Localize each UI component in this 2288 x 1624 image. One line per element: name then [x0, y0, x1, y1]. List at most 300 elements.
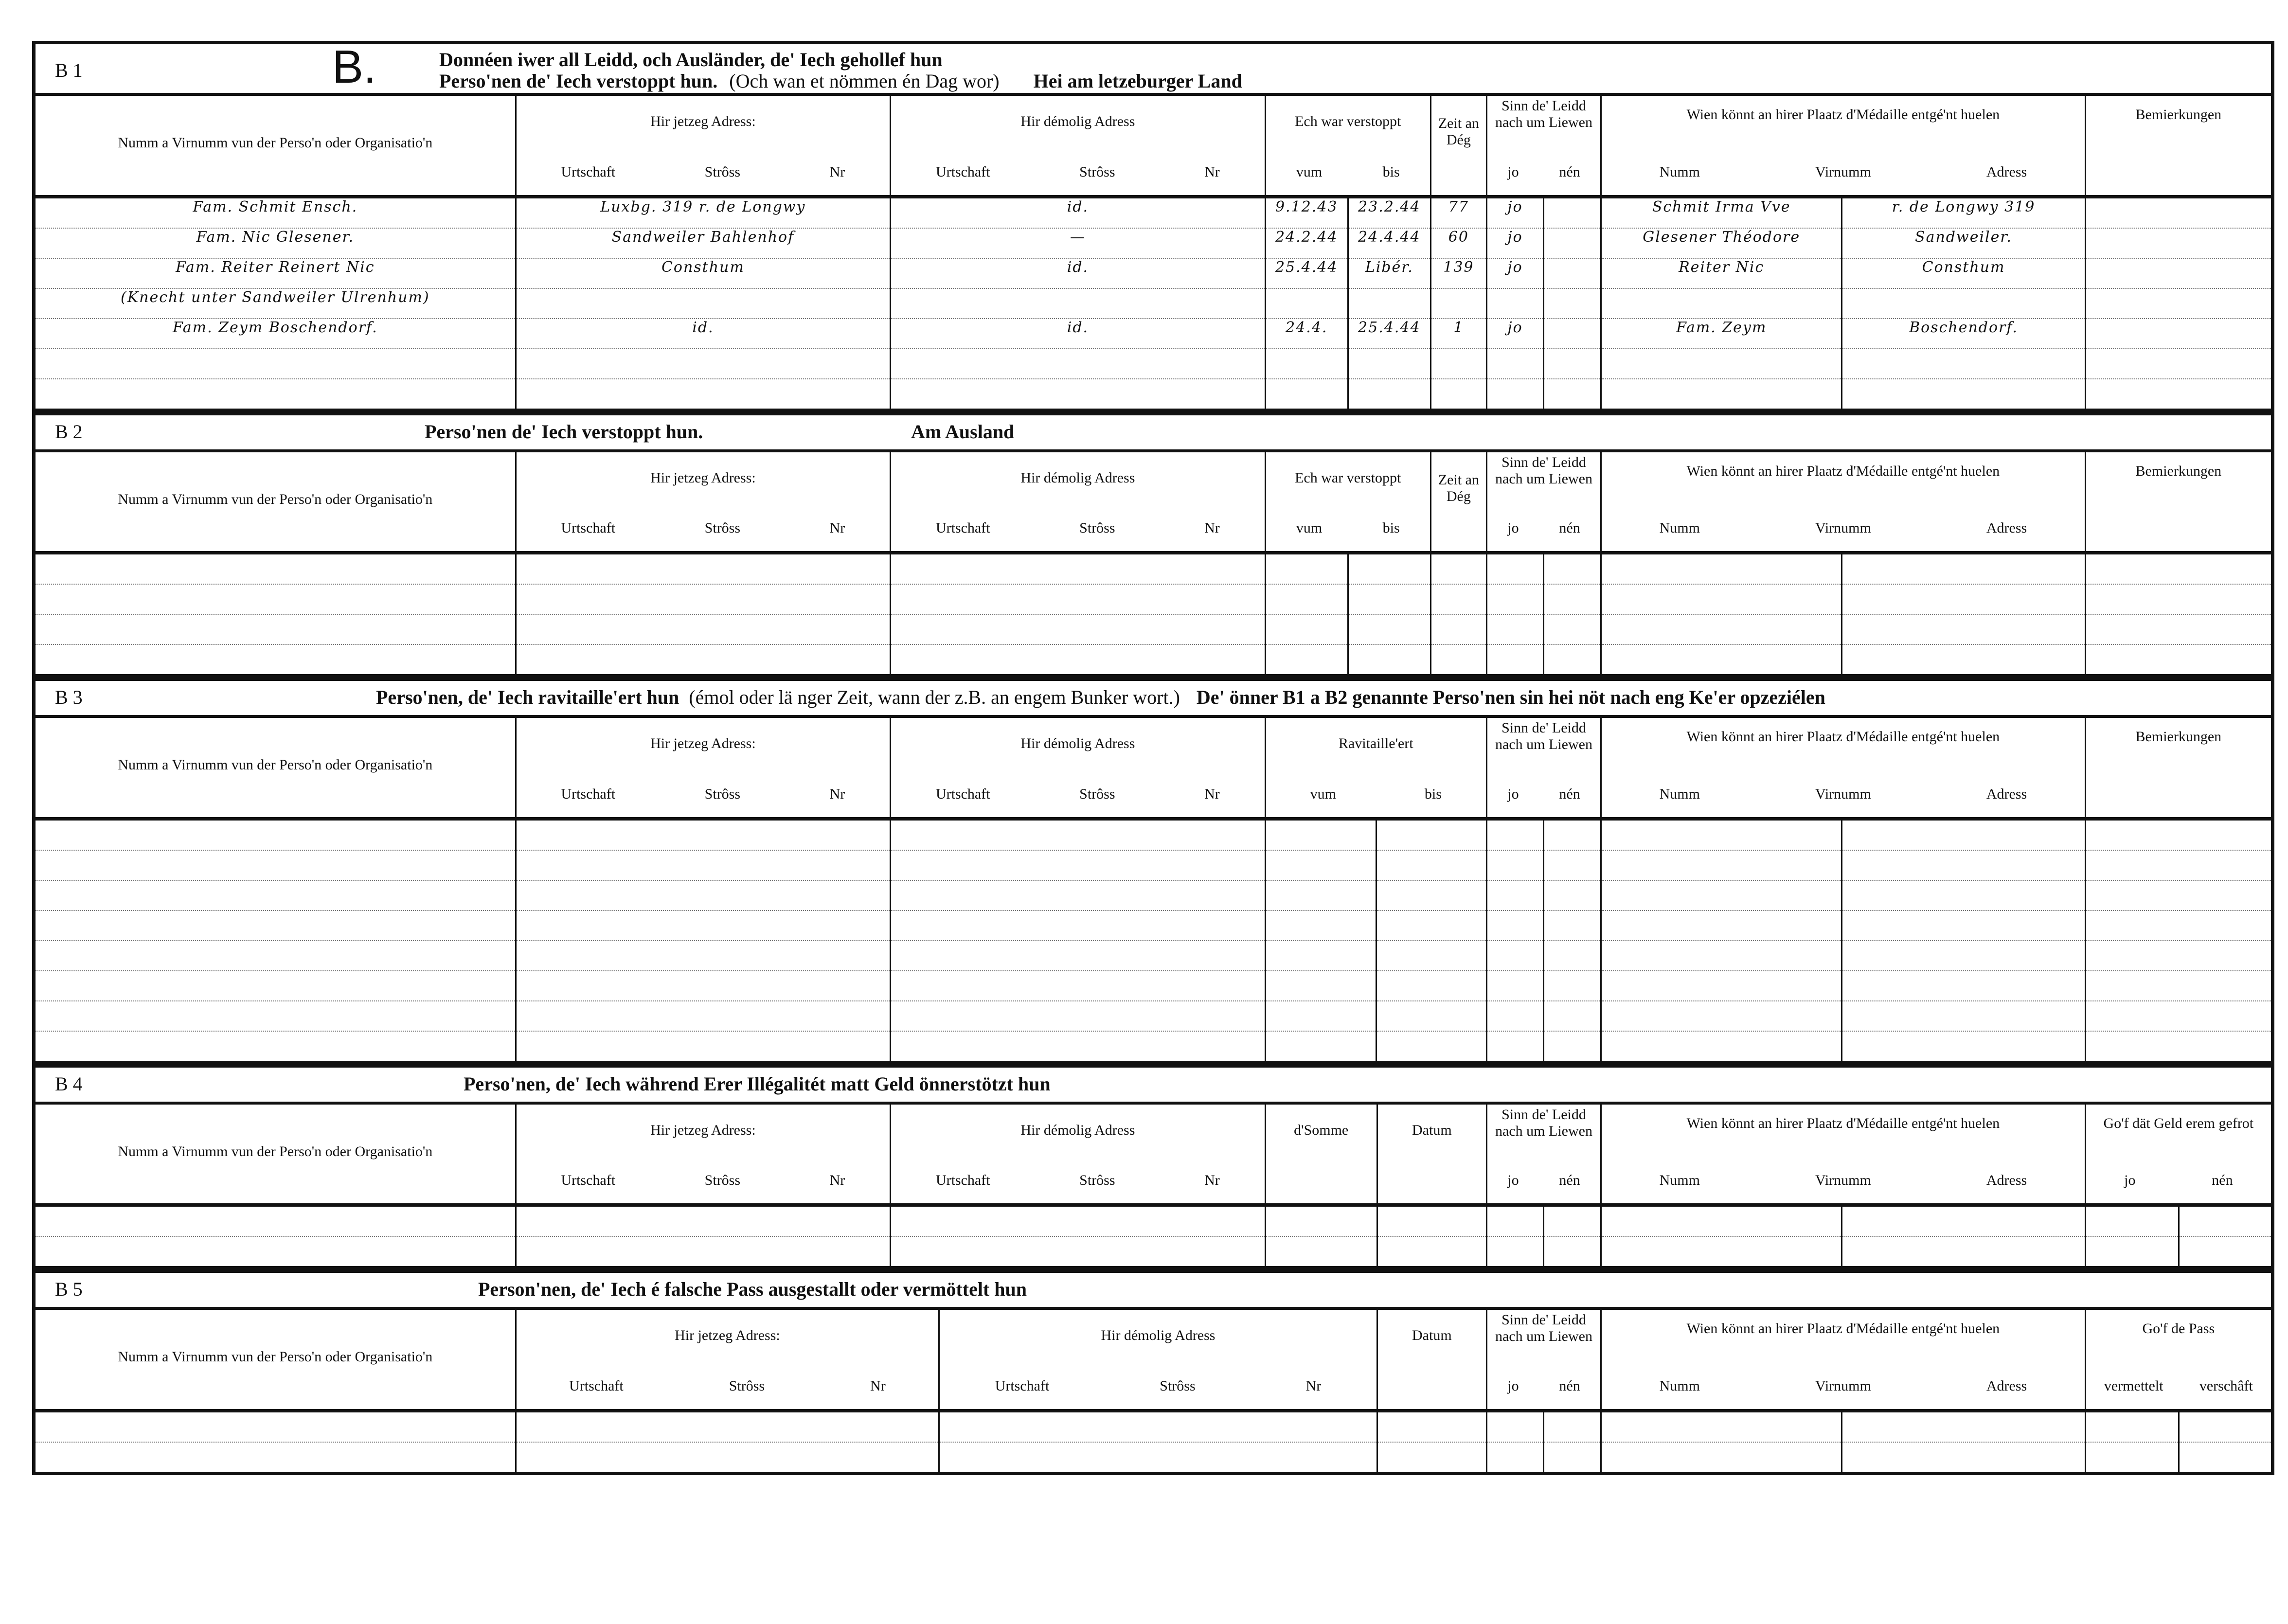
- entry-alive-no: [1543, 288, 1601, 319]
- empty-cell: [1265, 349, 1348, 379]
- header-former-address: Hir démolig Adress Urtschaft Strôss Nr: [891, 94, 1266, 196]
- empty-cell: [516, 1207, 891, 1236]
- header-alive: Sinn de' Leidd nach um Liewen jo nén: [1486, 94, 1601, 196]
- empty-cell: [516, 1442, 939, 1474]
- empty-cell: [34, 379, 516, 410]
- empty-cell: [1601, 644, 1842, 676]
- empty-cell: [1486, 379, 1543, 410]
- empty-cell: [1543, 644, 1601, 676]
- empty-cell: [34, 349, 516, 379]
- empty-cell: [34, 644, 516, 676]
- entry-medal-name: Schmit Irma Vve: [1601, 198, 1842, 228]
- header-medal: Wien könnt an hirer Plaatz d'Médaille entgé'nt huelen Numm Virnumm Adress: [1601, 1103, 2086, 1205]
- empty-cell: [1265, 1001, 1376, 1031]
- table-row: [34, 971, 2273, 1001]
- section-b1-table: [32, 93, 2274, 198]
- empty-cell: [34, 554, 516, 584]
- empty-cell: [1486, 821, 1543, 850]
- empty-cell: [1486, 941, 1543, 971]
- entry-medal-address: r. de Longwy 319: [1842, 198, 2085, 228]
- empty-cell: [516, 1412, 939, 1442]
- empty-cell: [34, 1207, 516, 1236]
- header-medal: Wien könnt an hirer Plaatz d'Médaille entgé'nt huelen Numm Virnumm Adress: [1601, 1308, 2086, 1410]
- empty-cell: [2085, 1412, 2179, 1442]
- section-subtitle: Perso'nen de' Iech verstoppt hun. (Och wan et nömmen én Dag wor) Hei am letzeburger Land: [439, 70, 1242, 92]
- empty-cell: [1376, 850, 1486, 880]
- entry-medal-address: [1842, 288, 2085, 319]
- section-title: Perso'nen, de' Iech während Erer Illégalitét matt Geld önnerstötzt hun: [464, 1072, 1051, 1095]
- entry-former-address: —: [891, 228, 1266, 258]
- entry-current-address: Consthum: [516, 258, 891, 288]
- empty-cell: [1842, 349, 2085, 379]
- empty-cell: [516, 379, 891, 410]
- section-id: B 4: [55, 1072, 83, 1095]
- header-alive: Sinn de' Leidd nach um Liewen jo nén: [1486, 1103, 1601, 1205]
- empty-cell: [2085, 1442, 2179, 1474]
- empty-cell: [2085, 1031, 2272, 1063]
- empty-cell: [1842, 1412, 2085, 1442]
- empty-cell: [2085, 971, 2272, 1001]
- entry-current-address: Sandweiler Bahlenhof: [516, 228, 891, 258]
- entry-alive-yes: jo: [1486, 319, 1543, 349]
- header-remarks: Bemierkungen: [2085, 716, 2272, 819]
- entry-name: Fam. Reiter Reinert Nic: [34, 258, 516, 288]
- empty-cell: [1842, 971, 2085, 1001]
- entry-name: Fam. Nic Glesener.: [34, 228, 516, 258]
- entry-medal-name: Reiter Nic: [1601, 258, 1842, 288]
- section-id: B 5: [55, 1278, 83, 1300]
- header-medal: Wien könnt an hirer Plaatz d'Médaille entgé'nt huelen Numm Virnumm Adress: [1601, 94, 2086, 196]
- header-former-address: Hir démolig Adress Urtschaft Strôss Nr: [891, 716, 1266, 819]
- empty-cell: [891, 1236, 1266, 1268]
- entry-hidden-to: 23.2.44: [1348, 198, 1430, 228]
- empty-cell: [1265, 850, 1376, 880]
- empty-cell: [1601, 554, 1842, 584]
- empty-cell: [34, 614, 516, 644]
- empty-cell: [891, 880, 1266, 910]
- entry-medal-address: Boschendorf.: [1842, 319, 2085, 349]
- header-current-address: Hir jetzeg Adress: Urtschaft Strôss Nr: [516, 716, 891, 819]
- entry-medal-address: Sandweiler.: [1842, 228, 2085, 258]
- empty-cell: [34, 941, 516, 971]
- empty-cell: [1486, 971, 1543, 1001]
- table-row: [34, 821, 2273, 850]
- section-title: Person'nen, de' Iech é falsche Pass ausgestallt oder vermöttelt hun: [478, 1278, 1027, 1300]
- empty-cell: [516, 910, 891, 941]
- section-b5-header: [32, 1269, 2274, 1307]
- empty-cell: [891, 821, 1266, 850]
- header-date: Datum: [1377, 1103, 1486, 1205]
- entry-hidden-to: 24.4.44: [1348, 228, 1430, 258]
- empty-cell: [2085, 941, 2272, 971]
- entry-current-address: id.: [516, 319, 891, 349]
- table-row: [34, 850, 2273, 880]
- empty-cell: [516, 554, 891, 584]
- entry-remarks: [2085, 198, 2272, 228]
- table-row: [34, 1412, 2273, 1442]
- table-row: [34, 1236, 2273, 1268]
- empty-cell: [1265, 971, 1376, 1001]
- empty-cell: [1486, 1207, 1543, 1236]
- section-title: Perso'nen de' Iech verstoppt hun.: [425, 420, 703, 443]
- empty-cell: [1842, 941, 2085, 971]
- entry-hidden-from: 24.4.: [1265, 319, 1348, 349]
- header-name: Numm a Virnumm vun der Perso'n oder Organisatio'n: [34, 451, 516, 553]
- empty-cell: [1601, 1442, 1842, 1474]
- empty-cell: [2085, 554, 2272, 584]
- entry-hidden-from: 25.4.44: [1265, 258, 1348, 288]
- entry-hidden-from: 9.12.43: [1265, 198, 1348, 228]
- section-b4-header: [32, 1064, 2274, 1102]
- entry-medal-name: [1601, 288, 1842, 319]
- empty-cell: [1376, 821, 1486, 850]
- empty-cell: [891, 379, 1266, 410]
- empty-cell: [2085, 584, 2272, 614]
- empty-cell: [1601, 850, 1842, 880]
- entry-remarks: [2085, 319, 2272, 349]
- empty-cell: [891, 1001, 1266, 1031]
- header-alive: Sinn de' Leidd nach um Liewen jo nén: [1486, 451, 1601, 553]
- table-row: [34, 880, 2273, 910]
- empty-cell: [1430, 379, 1486, 410]
- entry-hidden-to: [1348, 288, 1430, 319]
- empty-cell: [516, 1031, 891, 1063]
- header-former-address: Hir démolig Adress Urtschaft Strôss Nr: [939, 1308, 1377, 1410]
- table-row: [34, 644, 2273, 676]
- table-row: [34, 554, 2273, 584]
- empty-cell: [1348, 349, 1430, 379]
- empty-cell: [1842, 850, 2085, 880]
- empty-cell: [1265, 910, 1376, 941]
- empty-cell: [939, 1412, 1377, 1442]
- empty-cell: [1486, 584, 1543, 614]
- empty-cell: [34, 1031, 516, 1063]
- section-b2-rows: [32, 554, 2274, 678]
- table-row: [34, 198, 2273, 228]
- entry-alive-no: [1543, 258, 1601, 288]
- empty-cell: [2085, 349, 2272, 379]
- empty-cell: [1842, 554, 2085, 584]
- header-current-address: Hir jetzeg Adress: Urtschaft Strôss Nr: [516, 94, 891, 196]
- empty-cell: [1842, 1442, 2085, 1474]
- empty-cell: [891, 349, 1266, 379]
- empty-cell: [1486, 614, 1543, 644]
- empty-cell: [1486, 880, 1543, 910]
- empty-cell: [1430, 584, 1486, 614]
- empty-cell: [939, 1442, 1377, 1474]
- header-days: Zeit an Dég: [1430, 94, 1486, 196]
- empty-cell: [516, 644, 891, 676]
- empty-cell: [891, 644, 1266, 676]
- empty-cell: [891, 971, 1266, 1001]
- empty-cell: [516, 1236, 891, 1268]
- empty-cell: [1265, 584, 1348, 614]
- table-row: [34, 584, 2273, 614]
- empty-cell: [2085, 1207, 2179, 1236]
- header-current-address: Hir jetzeg Adress: Urtschaft Strôss Nr: [516, 1103, 891, 1205]
- empty-cell: [34, 850, 516, 880]
- empty-cell: [1265, 379, 1348, 410]
- empty-cell: [516, 821, 891, 850]
- table-row: [34, 1207, 2273, 1236]
- empty-cell: [2085, 614, 2272, 644]
- empty-cell: [1601, 1236, 1842, 1268]
- table-row: [34, 614, 2273, 644]
- table-row: [34, 1442, 2273, 1474]
- empty-cell: [34, 880, 516, 910]
- header-former-address: Hir démolig Adress Urtschaft Strôss Nr: [891, 451, 1266, 553]
- section-id: B 1: [55, 59, 83, 81]
- form-letter: B.: [332, 41, 376, 93]
- header-date: Datum: [1377, 1308, 1486, 1410]
- entry-alive-no: [1543, 198, 1601, 228]
- empty-cell: [891, 1207, 1266, 1236]
- entry-former-address: id.: [891, 198, 1266, 228]
- section-b3-table: [32, 715, 2274, 821]
- table-row: [34, 941, 2273, 971]
- empty-cell: [1543, 379, 1601, 410]
- empty-cell: [1543, 880, 1601, 910]
- empty-cell: [1543, 1207, 1601, 1236]
- empty-cell: [2085, 644, 2272, 676]
- empty-cell: [1601, 941, 1842, 971]
- section-b1-rows: [32, 198, 2274, 412]
- empty-cell: [1842, 379, 2085, 410]
- empty-cell: [1543, 1442, 1601, 1474]
- empty-cell: [1601, 971, 1842, 1001]
- empty-cell: [1377, 1207, 1486, 1236]
- entry-days: 77: [1430, 198, 1486, 228]
- entry-current-address: [516, 288, 891, 319]
- section-b3-rows: [32, 821, 2274, 1064]
- empty-cell: [1486, 910, 1543, 941]
- empty-cell: [891, 614, 1266, 644]
- empty-cell: [2085, 880, 2272, 910]
- empty-cell: [891, 1031, 1266, 1063]
- empty-cell: [1430, 349, 1486, 379]
- header-money-returned: Go'f dät Geld erem gefrot jo nén: [2085, 1103, 2272, 1205]
- empty-cell: [1486, 349, 1543, 379]
- empty-cell: [1601, 1001, 1842, 1031]
- empty-cell: [1486, 644, 1543, 676]
- header-hidden: Ech war verstoppt vum bis: [1265, 94, 1430, 196]
- header-remarks: Bemierkungen: [2085, 94, 2272, 196]
- section-b2-table: [32, 449, 2274, 555]
- empty-cell: [1265, 880, 1376, 910]
- entry-alive-no: [1543, 228, 1601, 258]
- empty-cell: [1376, 1001, 1486, 1031]
- table-row: [34, 1001, 2273, 1031]
- empty-cell: [1486, 1442, 1543, 1474]
- header-name: Numm a Virnumm vun der Perso'n oder Organisatio'n: [34, 94, 516, 196]
- section-b2-header: [32, 412, 2274, 449]
- empty-cell: [2085, 1236, 2179, 1268]
- empty-cell: [34, 910, 516, 941]
- empty-cell: [1265, 821, 1376, 850]
- empty-cell: [2085, 821, 2272, 850]
- empty-cell: [1601, 379, 1842, 410]
- entry-current-address: Luxbg. 319 r. de Longwy: [516, 198, 891, 228]
- empty-cell: [1376, 910, 1486, 941]
- entry-former-address: id.: [891, 319, 1266, 349]
- empty-cell: [891, 910, 1266, 941]
- empty-cell: [2085, 910, 2272, 941]
- header-hidden: Ech war verstoppt vum bis: [1265, 451, 1430, 553]
- empty-cell: [1543, 821, 1601, 850]
- header-former-address: Hir démolig Adress Urtschaft Strôss Nr: [891, 1103, 1266, 1205]
- empty-cell: [1543, 1412, 1601, 1442]
- empty-cell: [1430, 644, 1486, 676]
- empty-cell: [1265, 614, 1348, 644]
- header-pass: Go'f de Pass vermettelt verschâft: [2085, 1308, 2272, 1410]
- section-b4-rows: [32, 1207, 2274, 1269]
- entry-former-address: id.: [891, 258, 1266, 288]
- empty-cell: [34, 971, 516, 1001]
- empty-cell: [1543, 349, 1601, 379]
- empty-cell: [2085, 379, 2272, 410]
- empty-cell: [1486, 850, 1543, 880]
- table-row: [34, 228, 2273, 258]
- empty-cell: [1377, 1236, 1486, 1268]
- empty-cell: [1348, 554, 1430, 584]
- empty-cell: [1265, 1031, 1376, 1063]
- empty-cell: [1543, 971, 1601, 1001]
- header-current-address: Hir jetzeg Adress: Urtschaft Strôss Nr: [516, 1308, 939, 1410]
- empty-cell: [1601, 910, 1842, 941]
- empty-cell: [891, 850, 1266, 880]
- header-name: Numm a Virnumm vun der Perso'n oder Organisatio'n: [34, 1308, 516, 1410]
- entry-remarks: [2085, 288, 2272, 319]
- header-alive: Sinn de' Leidd nach um Liewen jo nén: [1486, 1308, 1601, 1410]
- empty-cell: [1842, 614, 2085, 644]
- header-medal: Wien könnt an hirer Plaatz d'Médaille entgé'nt huelen Numm Virnumm Adress: [1601, 716, 2086, 819]
- empty-cell: [1348, 379, 1430, 410]
- entry-name: Fam. Zeym Boschendorf.: [34, 319, 516, 349]
- section-title: Perso'nen, de' Iech ravitaille'ert hun (émol oder lä nger Zeit, wann der z.B. an engem Bunker wort.) De' önner B1 a B2 genannte Perso'nen sin hei nöt nach eng Ke'er opzeziélen: [376, 686, 1825, 708]
- empty-cell: [2085, 850, 2272, 880]
- empty-cell: [1601, 349, 1842, 379]
- empty-cell: [1265, 1236, 1377, 1268]
- empty-cell: [1601, 584, 1842, 614]
- empty-cell: [2085, 1001, 2272, 1031]
- empty-cell: [1543, 1001, 1601, 1031]
- empty-cell: [1543, 941, 1601, 971]
- empty-cell: [1601, 1412, 1842, 1442]
- entry-alive-yes: jo: [1486, 228, 1543, 258]
- header-alive: Sinn de' Leidd nach um Liewen jo nén: [1486, 716, 1601, 819]
- empty-cell: [1601, 1207, 1842, 1236]
- empty-cell: [34, 1442, 516, 1474]
- empty-cell: [2179, 1412, 2272, 1442]
- entry-days: [1430, 288, 1486, 319]
- empty-cell: [1543, 1236, 1601, 1268]
- empty-cell: [516, 971, 891, 1001]
- entry-hidden-to: Libér.: [1348, 258, 1430, 288]
- empty-cell: [1348, 584, 1430, 614]
- empty-cell: [34, 584, 516, 614]
- entry-remarks: [2085, 228, 2272, 258]
- entry-medal-name: Fam. Zeym: [1601, 319, 1842, 349]
- empty-cell: [1842, 1236, 2085, 1268]
- empty-cell: [891, 941, 1266, 971]
- section-b4-table: [32, 1102, 2274, 1207]
- table-row: [34, 258, 2273, 288]
- empty-cell: [1377, 1442, 1486, 1474]
- empty-cell: [1376, 880, 1486, 910]
- empty-cell: [1842, 910, 2085, 941]
- section-title-b: Am Ausland: [911, 420, 1015, 443]
- entry-days: 1: [1430, 319, 1486, 349]
- empty-cell: [1376, 1031, 1486, 1063]
- empty-cell: [1842, 1031, 2085, 1063]
- empty-cell: [516, 880, 891, 910]
- empty-cell: [891, 554, 1266, 584]
- entry-hidden-from: 24.2.44: [1265, 228, 1348, 258]
- table-row: [34, 319, 2273, 349]
- entry-medal-name: Glesener Théodore: [1601, 228, 1842, 258]
- empty-cell: [1265, 941, 1376, 971]
- empty-cell: [1486, 1031, 1543, 1063]
- empty-cell: [516, 941, 891, 971]
- empty-cell: [516, 850, 891, 880]
- section-title: Donnéen iwer all Leidd, och Ausländer, de' Iech gehollef hun: [439, 49, 943, 71]
- empty-cell: [1265, 644, 1348, 676]
- empty-cell: [1601, 821, 1842, 850]
- empty-cell: [1601, 880, 1842, 910]
- empty-cell: [1842, 1207, 2085, 1236]
- section-b1-header: [32, 41, 2274, 93]
- empty-cell: [1543, 1031, 1601, 1063]
- empty-cell: [2179, 1442, 2272, 1474]
- table-row: [34, 349, 2273, 379]
- section-id: B 3: [55, 686, 83, 708]
- empty-cell: [1842, 821, 2085, 850]
- entry-medal-address: Consthum: [1842, 258, 2085, 288]
- table-row: [34, 910, 2273, 941]
- empty-cell: [516, 1001, 891, 1031]
- header-sum: d'Somme: [1265, 1103, 1377, 1205]
- empty-cell: [516, 614, 891, 644]
- entry-hidden-to: 25.4.44: [1348, 319, 1430, 349]
- empty-cell: [1543, 554, 1601, 584]
- empty-cell: [1842, 644, 2085, 676]
- empty-cell: [1430, 554, 1486, 584]
- empty-cell: [1265, 1207, 1377, 1236]
- entry-alive-yes: jo: [1486, 198, 1543, 228]
- empty-cell: [34, 821, 516, 850]
- entry-alive-yes: [1486, 288, 1543, 319]
- empty-cell: [1486, 554, 1543, 584]
- empty-cell: [34, 1236, 516, 1268]
- empty-cell: [516, 584, 891, 614]
- empty-cell: [1543, 910, 1601, 941]
- section-id: B 2: [55, 420, 83, 443]
- header-remarks: Bemierkungen: [2085, 451, 2272, 553]
- empty-cell: [2179, 1207, 2272, 1236]
- table-row: [34, 1031, 2273, 1063]
- empty-cell: [1265, 554, 1348, 584]
- empty-cell: [1348, 614, 1430, 644]
- empty-cell: [891, 584, 1266, 614]
- entry-name: Fam. Schmit Ensch.: [34, 198, 516, 228]
- section-b3-header: [32, 678, 2274, 715]
- section-b5-table: [32, 1307, 2274, 1412]
- entry-days: 139: [1430, 258, 1486, 288]
- empty-cell: [516, 349, 891, 379]
- empty-cell: [1842, 584, 2085, 614]
- entry-hidden-from: [1265, 288, 1348, 319]
- entry-alive-yes: jo: [1486, 258, 1543, 288]
